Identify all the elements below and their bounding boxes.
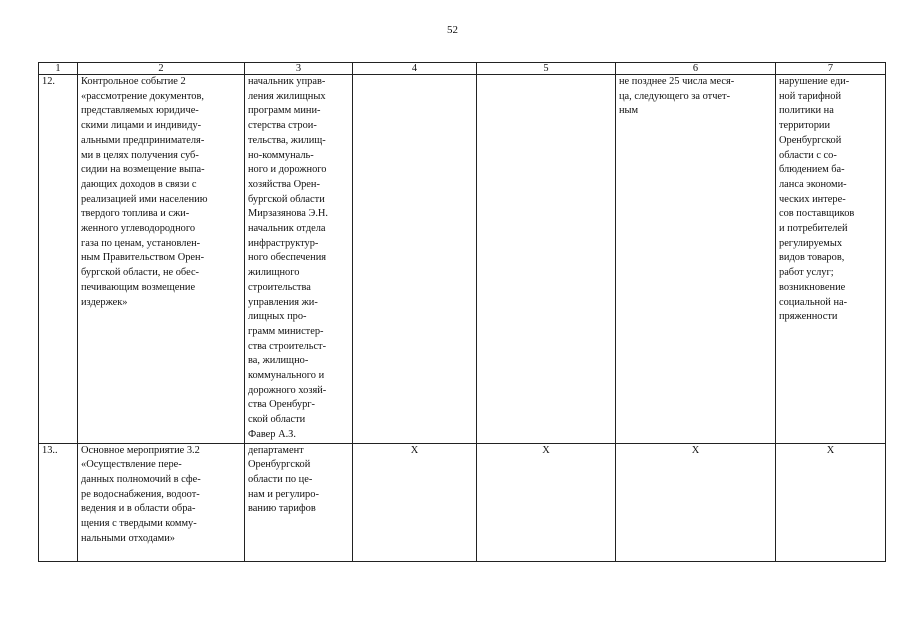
text-line: бургской области, не обес- xyxy=(81,267,200,279)
text-line: альными предпринимателя- xyxy=(81,134,205,146)
text-line: тельства, жилищ- xyxy=(248,134,326,146)
row-number: 13.. xyxy=(39,443,78,561)
text-line: нам и регулиро- xyxy=(248,488,319,500)
text-line: ного обеспечения xyxy=(248,252,327,264)
text-line: грамм министер- xyxy=(248,325,324,337)
text-line: ланса экономи- xyxy=(779,178,847,190)
text-line: начальник управ- xyxy=(248,76,326,87)
text-line: ства Оренбург- xyxy=(248,399,316,411)
text-line: Оренбургской xyxy=(779,134,842,146)
text-line: хозяйства Орен- xyxy=(248,178,320,190)
text-line: но-коммуналь- xyxy=(248,149,314,161)
text-line: политики на xyxy=(779,105,834,117)
text-line: ным Правительством Орен- xyxy=(81,252,205,264)
text-line: ской области xyxy=(248,414,306,426)
text-line: щения с твердыми комму- xyxy=(81,518,197,530)
table-row xyxy=(39,443,886,561)
text-line: бургской области xyxy=(248,193,325,205)
text-line: дорожного хозяй- xyxy=(248,384,327,396)
text-line: пряженности xyxy=(779,311,838,323)
text-line: ванию тарифов xyxy=(248,503,316,515)
text-line: ми в целях получения суб- xyxy=(81,149,199,161)
text-line: ного и дорожного xyxy=(248,164,327,176)
text-line: области с со- xyxy=(779,149,837,161)
text-line: и потребителей xyxy=(779,223,848,235)
text-line: блюдением ба- xyxy=(779,164,845,176)
text-line: сидии на возмещение выпа- xyxy=(81,164,205,176)
page-number: 52 xyxy=(447,24,458,36)
col4-cell xyxy=(353,75,477,444)
text-line: дающих доходов в связи с xyxy=(81,178,197,190)
responsible-cell xyxy=(245,75,353,444)
text-line: Мирзазянова Э.Н. xyxy=(248,208,329,220)
text-line: работ услуг; xyxy=(779,267,834,279)
text-line: данных полномочий в сфе- xyxy=(81,473,201,485)
text-line: издержек» xyxy=(81,296,128,308)
text-line: ведения и в области обра- xyxy=(81,503,196,515)
header-cell-1: 1 xyxy=(39,63,78,75)
text-line: стерства строи- xyxy=(248,120,317,132)
header-row xyxy=(39,63,886,75)
col5-cell: Х xyxy=(477,443,616,561)
text-line: представляемых юридиче- xyxy=(81,105,199,117)
text-line: лищных про- xyxy=(248,311,307,323)
col6-cell: Х xyxy=(616,443,776,561)
text-line: сов поставщиков xyxy=(779,208,855,220)
text-line: коммунального и xyxy=(248,370,325,382)
text-line: программ мини- xyxy=(248,105,321,117)
text-line: нарушение еди- xyxy=(779,76,850,87)
header-cell-4: 4 xyxy=(353,63,477,75)
text-line: департамент xyxy=(248,444,304,456)
text-line: печивающим возмещение xyxy=(81,281,196,293)
text-line: социальной на- xyxy=(779,296,848,308)
text-line: начальник отдела xyxy=(248,223,326,235)
text-line: регулируемых xyxy=(779,237,843,249)
text-line: ства строительст- xyxy=(248,340,327,352)
plan-table xyxy=(38,62,886,562)
col4-cell: Х xyxy=(353,443,477,561)
risk-cell xyxy=(776,75,886,444)
text-line: газа по ценам, установлен- xyxy=(81,237,201,249)
text-line: территории xyxy=(779,120,831,132)
text-line: женного углеводородного xyxy=(81,223,196,235)
deadline-cell xyxy=(616,75,776,444)
header-cell-6: 6 xyxy=(616,63,776,75)
text-line: не позднее 25 числа меся- xyxy=(619,76,735,87)
text-line: видов товаров, xyxy=(779,252,845,264)
header-cell-2: 2 xyxy=(78,63,245,75)
col5-cell xyxy=(477,75,616,444)
text-line: ческих интере- xyxy=(779,193,846,205)
header-cell-5: 5 xyxy=(477,63,616,75)
text-line: жилищного xyxy=(248,267,300,279)
text-line: ным xyxy=(619,105,639,117)
text-line: Оренбургской xyxy=(248,459,311,471)
text-line: ления жилищных xyxy=(248,90,326,102)
header-cell-3: 3 xyxy=(245,63,353,75)
text-line: Фавер А.З. xyxy=(248,428,296,440)
text-line: области по це- xyxy=(248,473,313,485)
text-line: управления жи- xyxy=(248,296,318,308)
table-row xyxy=(39,75,886,444)
event-description-cell xyxy=(78,75,245,444)
row-number: 12. xyxy=(39,75,78,444)
text-line: твердого топлива и сжи- xyxy=(81,208,190,220)
text-line: ца, следующего за отчет- xyxy=(619,90,731,102)
text-line: реализацией ими населению xyxy=(81,193,208,205)
col7-cell: Х xyxy=(776,443,886,561)
text-line: возникновение xyxy=(779,281,846,293)
text-line: ва, жилищно- xyxy=(248,355,309,367)
responsible-cell xyxy=(245,443,353,561)
header-cell-7: 7 xyxy=(776,63,886,75)
text-line: скими лицами и индивиду- xyxy=(81,120,202,132)
event-description-cell xyxy=(78,443,245,561)
text-line: «Осуществление пере- xyxy=(81,459,182,471)
text-line: нальными отходами» xyxy=(81,532,175,544)
text-line: Основное мероприятие 3.2 xyxy=(81,444,200,456)
text-line: Контрольное событие 2 xyxy=(81,76,186,87)
text-line: строительства xyxy=(248,281,311,293)
text-line: «рассмотрение документов, xyxy=(81,90,204,102)
text-line: ной тарифной xyxy=(779,90,841,102)
text-line: ре водоснабжения, водоот- xyxy=(81,488,200,500)
text-line: инфраструктур- xyxy=(248,237,319,249)
